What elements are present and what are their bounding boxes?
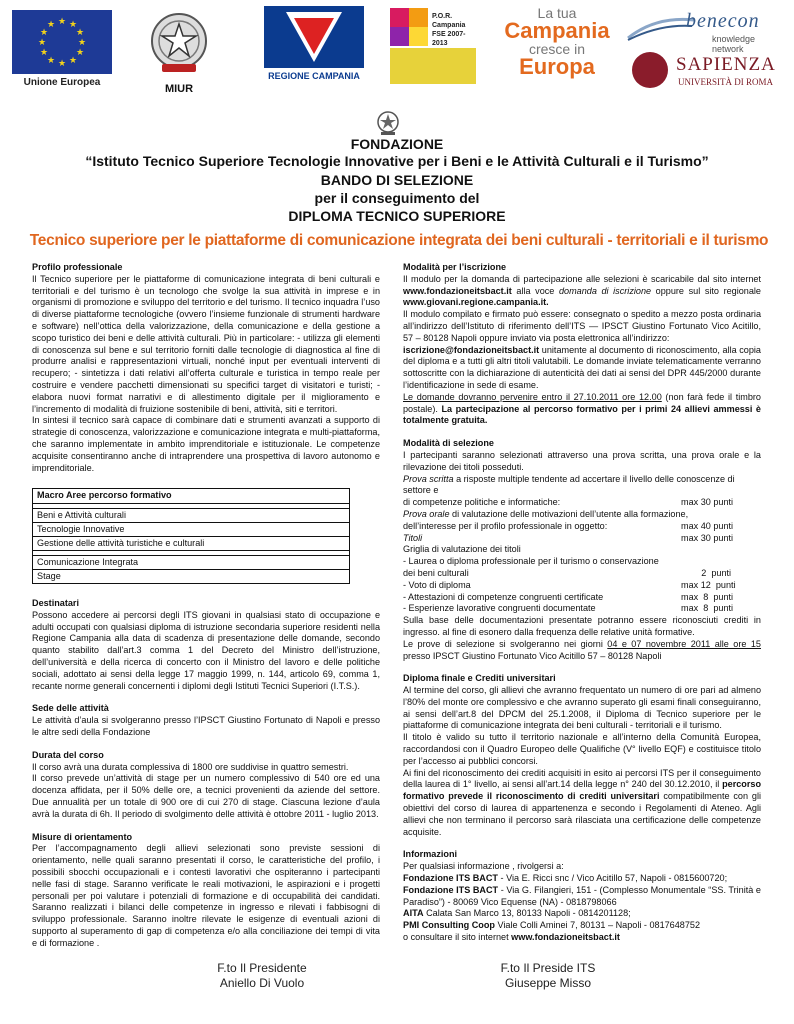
- right-column: [403, 262, 761, 944]
- svg-text:★: ★: [39, 48, 49, 58]
- svg-text:★: ★: [57, 59, 67, 69]
- por-text: P.O.R. Campania FSE 2007-2013: [432, 13, 466, 47]
- signature-name: Giuseppe Misso: [504, 976, 592, 990]
- modalita-text-3: iscrizione@fondazioneitsbact.it unitamente al documento di riconoscimento, alla copia del diploma e a tutti gli altri titoli valutabili. Le domande inviate telematicamente verranno sottoscritte con la dichiarazione di autenticità dei dati ai sensi del DPR 445/2000 durante l’identificazione in sede di esame.: [403, 344, 761, 390]
- score-row: [403, 592, 761, 604]
- macro-areas-table: [32, 488, 350, 584]
- info-line: Fondazione ITS BACT - Via E. Ricci snc / Vico Acitillo 57, Napoli - 0815600720;: [403, 873, 728, 884]
- selezione-text-3: Le prove di selezione si svolgeranno nei giorni 04 e 07 novembre 2011 alle ore 15 presso IPSCT Giustino Fortunato Vico Acitillo 57 – 80128 Napoli: [403, 638, 761, 661]
- score-row: [403, 474, 761, 498]
- score-label: Titoli: [403, 532, 423, 543]
- selezione-heading: Modalità di selezione: [403, 438, 494, 449]
- signature-president: [162, 961, 362, 991]
- svg-text:★: ★: [68, 20, 78, 30]
- destinatari-heading: Destinatari: [32, 598, 80, 608]
- svg-text:★: ★: [57, 17, 67, 27]
- email-link[interactable]: iscrizione@fondazioneitsbact.it: [403, 344, 540, 355]
- score-row: [403, 568, 761, 580]
- signature-role: F.to Il Preside ITS: [500, 961, 596, 975]
- info-line: AITA Calata San Marco 13, 80133 Napoli - 0814201128;: [403, 908, 631, 919]
- macro-heading: Macro Aree percorso formativo: [37, 490, 172, 500]
- score-value: 2 punti: [681, 567, 732, 578]
- info-line: PMI Consulting Coop Viale Colli Aminei 7, 80131 – Napoli - 0817648752: [403, 920, 701, 931]
- score-label: Prova scritta a risposte multiple tendente ad accertare il livello delle conoscenze di settore e: [403, 473, 735, 496]
- score-label: - Voto di diploma: [403, 579, 471, 590]
- score-label: - Esperienze lavorative congruenti documentate: [403, 603, 596, 614]
- sapienza-logo: SAPIENZA UNIVERSITÀ DI ROMA: [632, 50, 792, 94]
- score-value: max 12 punti: [681, 579, 736, 590]
- info-line: Fondazione ITS BACT - Via G. Filangieri, 151 - (Complesso Monumentale “SS. Trinità e Paradiso”) - 80069 Vico Equense (NA) - 0818798066: [403, 884, 761, 907]
- score-label: - Attestazioni di competenze congruenti certificate: [403, 591, 604, 602]
- diploma-text-3: Ai fini del riconoscimento dei crediti acquisiti in esito ai percorsi ITS per il conseguimento della laurea di 1° livello, ai sensi all’art.14 della legge n° 240 del 30.12.2010, il percorso formativo prevede il riconoscimento di crediti universitari compatibilmente con gli obiettivi del corso di laurea di appartenenza e secondo i Regolamenti di Ateneo. Agli allievi che non terminano il percorso sarà rilasciata una certificazione delle competenze acquisite.: [403, 767, 761, 837]
- svg-text:★: ★: [46, 20, 56, 30]
- eu-logo: [12, 10, 112, 90]
- score-row: [403, 603, 761, 615]
- macro-item: Stage: [33, 569, 349, 583]
- info-heading: Informazioni: [403, 849, 458, 860]
- diploma-text-2: Il titolo è valido su tutto il territorio nazionale e all’interno della Comunità Europea, raccordandosi con il Quadro Europeo delle Qualifiche (V° livello EQF) e costituisce titolo per l’accesso ai pubblici concorsi.: [403, 732, 761, 766]
- score-row: [403, 521, 761, 533]
- miur-caption: MIUR: [164, 83, 194, 95]
- score-value: max 8 punti: [681, 591, 734, 602]
- misure-text: Per l’accompagnamento degli allievi selezionati sono previste sessioni di orientamento, nelle quali saranno presentati il corso, le caratteristiche del profilo, i possibili sbocchi occupazionali e i contesti lavorativi che ospiteranno i partecipanti nelle fasi di stage. Saranno verificate le reali motivazioni, le aspirazioni e i progetti personali per poi valutare i potenziali di formazione e di occupabilità dei candidati. Saranno realizzati i bilanci delle competenze in ingresso e rilevati i fabbisogni di sviluppo professionale. Saranno inoltre rilevate le esigenze di eventuali azioni di supporto al superamento di gap di competenza e/o alla conciliazione dei tempi di vita e di formazione .: [32, 843, 380, 948]
- website-link[interactable]: www.fondazioneitsbact.it: [511, 932, 620, 943]
- selection-scores: [403, 474, 761, 616]
- miur-logo: [148, 10, 210, 95]
- macro-item: Comunicazione Integrata: [33, 555, 349, 569]
- durata-text-2: Il corso prevede un’attività di stage per un numero complessivo di 540 ore ed una docenza affidata, per il 50% delle ore, a tecnici provenienti da aziende del settore. Due annualità per un totale di 900 ore di cui 270 di stage. Ciascuna lezione d’aula avrà la durata di 6h. Il periodo di svolgimento delle attività è ottobre 2011 - luglio 2013.: [32, 773, 380, 819]
- macro-item: Tecnologie Innovative: [33, 522, 349, 536]
- republic-emblem-icon: [376, 110, 400, 136]
- score-row: [403, 509, 761, 521]
- score-row: [403, 556, 761, 568]
- header-diploma: DIPLOMA TECNICO SUPERIORE: [288, 208, 506, 224]
- modalita-text-4: Le domande dovranno pervenire entro il 27.10.2011 ore 12.00 (non farà fede il timbro postale). La partecipazione al percorso formativo per i primi 24 allievi ammessi è totalmente gratuita.: [403, 391, 761, 426]
- header-institute-name: “Istituto Tecnico Superiore Tecnologie Innovative per i Beni e le Attività Culturali e il Turismo”: [85, 153, 709, 169]
- score-value: max 30 punti: [681, 497, 734, 508]
- score-label: dei beni culturali: [403, 567, 469, 578]
- left-column: [32, 262, 380, 474]
- score-label: di competenze politiche e informatiche:: [403, 497, 561, 508]
- score-label: dell’interesse per il profilo professionale in oggetto:: [403, 520, 608, 531]
- score-label: Prova orale di valutazione delle motivazioni dell’utente alla formazione,: [403, 508, 689, 519]
- score-row: [403, 580, 761, 592]
- eu-caption: Unione Europea: [23, 77, 101, 88]
- profilo-text-2: In sintesi il tecnico sarà capace di combinare dati e strumenti avanzati a supporto di strategie di conoscenza, valorizzazione e comunicazione integrata e multi-piattaforma, che saranno implementate in ambito imprenditoriale e istituzionale. Le competenze acquisite consentiranno anche di intraprendere una prospettiva di lavoro autonomo e imprenditoriale.: [32, 415, 380, 473]
- italian-emblem-icon: [148, 10, 210, 76]
- campania-caption: REGIONE CAMPANIA: [268, 71, 360, 81]
- misure-heading: Misure di orientamento: [32, 831, 133, 842]
- regione-campania-logo: [258, 6, 370, 86]
- diploma-heading: Diploma finale e Crediti universitari: [403, 673, 556, 684]
- signature-preside: [448, 961, 648, 991]
- svg-text:★: ★: [77, 38, 87, 48]
- sede-heading: Sede delle attività: [32, 703, 109, 714]
- score-label: - Laurea o diploma professionale per il turismo o conservazione: [403, 556, 659, 567]
- score-value: max 40 punti: [681, 520, 734, 531]
- por-band: [390, 48, 476, 84]
- diploma-text-1: Al termine del corso, gli allievi che avranno frequentato un numero di ore pari ad almeno l’80% del monte ore complessivo e che avranno superato gli esami finali conseguiranno, ai sensi dell’art.8 del DPCM del 25.1.2008, il Diploma di Tecnico superiore per le piattaforme di comunicazione integrata dei beni culturali - territoriali e il turismo.: [403, 685, 761, 731]
- destinatari-text: Possono accedere ai percorsi degli ITS giovani in qualsiasi stato di occupazione e adulti occupati con qualsiasi diploma di istruzione secondaria superiore residenti nella Regione Campania alla data di scadenza di presentazione delle domande, secondo quanto stabilito dall’art.3 comma 1 del Decreto del Ministro dell’istruzione, dell’università e della ricerca di concerto con il Ministro del lavoro e delle politiche sociali, adottato ai sensi della legge 17 maggio 1999, n. 144, articolo 69, comma 1, recante norme generali concernenti i diplomi degli Istituti Tecnici Superiori (I.T.S.).: [32, 609, 380, 691]
- site-link[interactable]: www.fondazioneitsbact.it: [403, 285, 512, 296]
- header-fondazione: FONDAZIONE: [350, 136, 444, 152]
- score-value: max 30 punti: [681, 532, 734, 543]
- sede-text: Le attività d’aula si svolgeranno presso l’IPSCT Giustino Fortunato di Napoli e presso le altre sedi della Fondazione: [32, 715, 380, 737]
- modalita-text-2: Il modulo compilato e firmato può essere: consegnato o spedito a mezzo posta ordinaria all’indirizzo dell’Istituto di riferimento dell’ITS — IPSCT Giustino Fortunato Vico Acitillo, 57 – 80128 Napoli oppure inviato via posta elettronica all’indirizzo:: [403, 309, 761, 343]
- header-bando: BANDO DI SELEZIONE: [320, 172, 474, 188]
- course-title: Tecnico superiore per le piattaforme di comunicazione integrata dei beni culturali - territoriali e il turismo: [29, 232, 769, 249]
- durata-heading: Durata del corso: [32, 749, 104, 760]
- campania-emblem-icon: [264, 6, 364, 68]
- svg-text:★: ★: [75, 48, 85, 58]
- macro-item: Gestione delle attività turistiche e culturali: [33, 536, 349, 550]
- macro-item: Beni e Attività culturali: [33, 508, 349, 522]
- por-color-grid-icon: [390, 8, 428, 46]
- por-fse-logo: [390, 8, 476, 86]
- durata-text-1: Il corso avrà una durata complessiva di 1800 ore suddivise in quattro semestri.: [32, 761, 349, 772]
- score-row: [403, 533, 761, 545]
- modalita-text-1: Il modulo per la domanda di partecipazione alle selezioni è scaricabile dal sito internet www.fondazioneitsbact.it alla voce domanda di iscrizione oppure sul sito regionale www.giovani.regione.campania.it.: [403, 273, 761, 308]
- info-line: o consultare il sito internet www.fondazioneitsbact.it: [403, 932, 620, 943]
- score-label: Griglia di valutazione dei titoli: [403, 544, 521, 555]
- svg-text:★: ★: [68, 56, 78, 66]
- svg-text:★: ★: [75, 28, 85, 38]
- logo-band: [0, 0, 794, 104]
- info-line: Per qualsiasi informazione , rivolgersi a:: [403, 861, 564, 872]
- header-conseguimento: per il conseguimento del: [314, 190, 480, 206]
- score-row: [403, 497, 761, 509]
- eu-flag-icon: [12, 10, 112, 74]
- score-row: [403, 544, 761, 556]
- signature-name: Aniello Di Vuolo: [219, 976, 305, 990]
- profilo-heading: Profilo professionale: [32, 262, 123, 272]
- tua-campania-logo: La tua Campania cresce in Europa: [504, 5, 610, 79]
- svg-text:★: ★: [37, 38, 47, 48]
- profilo-text-1: Il Tecnico superiore per le piattaforme di comunicazione integrata di beni culturali e territoriali e del turismo è un tecnologo che svolge la sua attività in imprese e in organismi di promozione e sviluppo del territorio e del turismo. Il tecnico inquadra l’uso di diverse piattaforme tecnologiche (ovvero l’insieme funzionale di strumenti hardware e software) nell’ottica della valorizzazione, della comunicazione e della gestione a scopo turistico dei beni e delle attività culturali. Più in particolare: - utilizza gli elementi di conoscenza sul bene e sul territorio forniti dalle tecnologie di diagnostica al fine di produrre analisi e rappresentazioni virtuali, nonché input per eventuali interventi di recupero; - sintetizza i dati relativi all’offerta culturale e turistica in tempo reale per costruire e vendere pacchetti dimensionati su specifici target di visitatori e turisti; - elabora nuovi format narrativi e di allestimento digitale per il miglioramento e l’incremento di modalità di fruizione sostenibile di beni, attività, siti e territori.: [32, 273, 380, 414]
- regional-site-link[interactable]: www.giovani.regione.campania.it.: [403, 297, 549, 308]
- benecon-logo: benecon knowledge network: [626, 8, 786, 48]
- svg-text:★: ★: [39, 28, 49, 38]
- selezione-text-1: I partecipanti saranno selezionati attraverso una prova scritta, una prova orale e la rilevazione dei titoli posseduti.: [403, 449, 761, 472]
- svg-text:★: ★: [46, 56, 56, 66]
- modalita-heading: Modalità per l’iscrizione: [403, 262, 507, 272]
- sapienza-seal-icon: [632, 52, 668, 88]
- left-column-lower: [32, 598, 380, 950]
- signature-role: F.to Il Presidente: [217, 961, 307, 975]
- selezione-text-2: Sulla base delle documentazioni presentate potranno essere riconosciuti crediti in ingresso. al fine di esonero dalla frequenza delle relative unità formative.: [403, 615, 761, 637]
- score-value: max 8 punti: [681, 603, 734, 614]
